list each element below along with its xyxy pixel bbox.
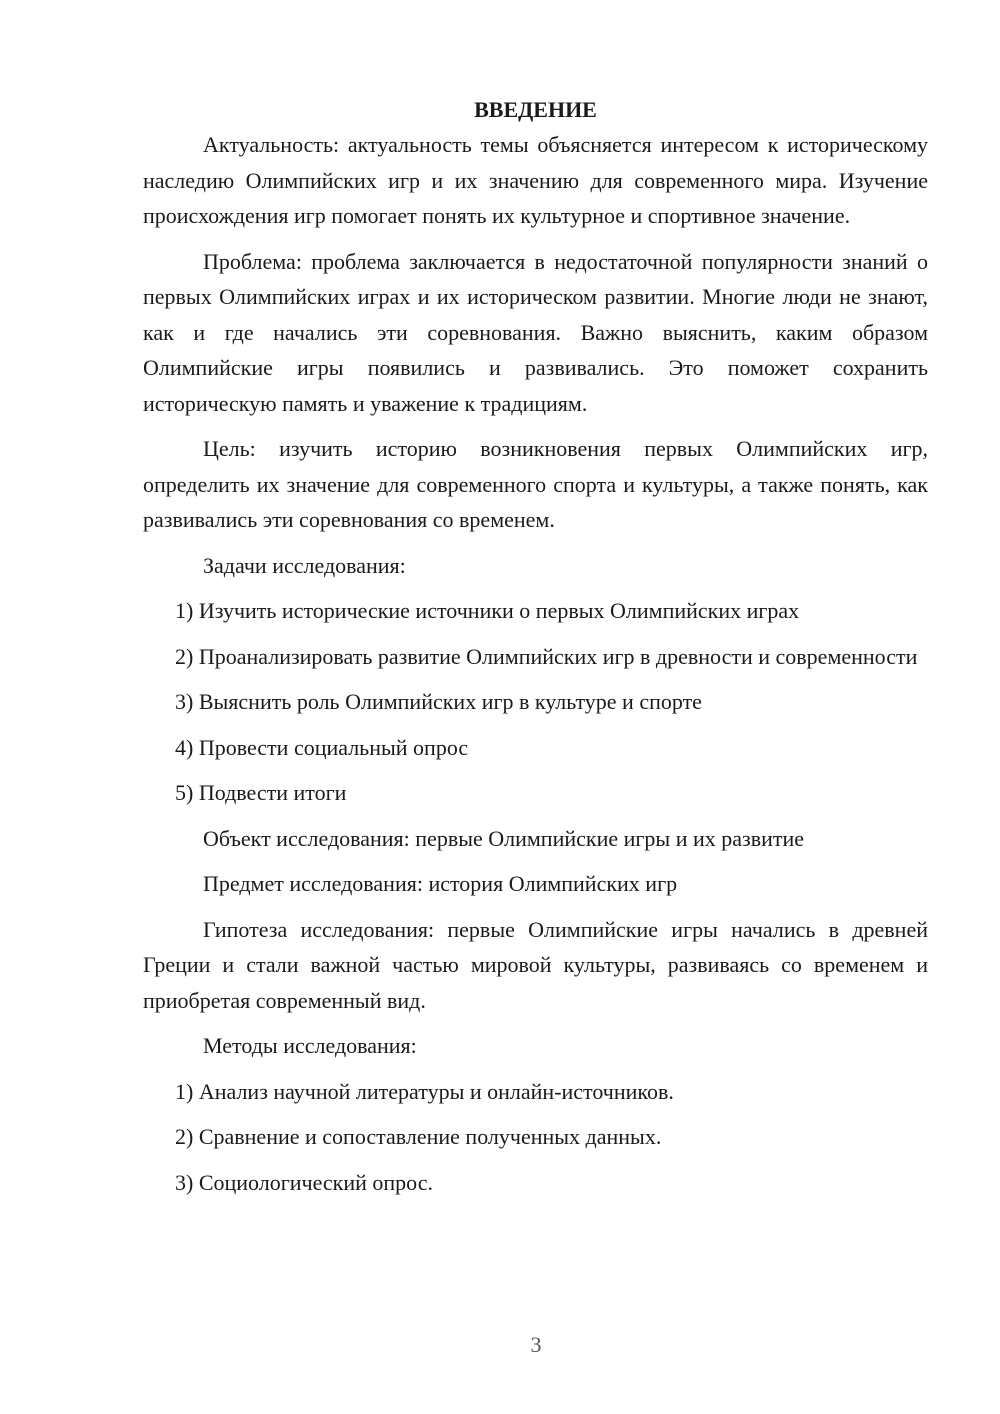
task-item: 5) Подвести итоги	[175, 780, 347, 805]
tasks-heading: Задачи исследования:	[203, 552, 406, 578]
task-item: 2) Проанализировать развитие Олимпийских игр в древности и современности	[175, 643, 918, 669]
hypothesis-paragraph: Гипотеза исследования: первые Олимпийские игры начались в древней Греции и стали важной частью мировой культуры, развиваясь со временем и приобретая современный вид.	[143, 916, 928, 1013]
problem-paragraph: Проблема: проблема заключается в недостаточной популярности знаний о первых Олимпийских играх и их историческом развитии. Многие люди не знают, как и где начались эти соревнования. Важно выяснить, каким образом Олимпийские игры появились и развивались. Это поможет сохранить историческую память и уважение к традициям.	[143, 248, 928, 416]
task-item: 3) Выяснить роль Олимпийских игр в культуре и спорте	[175, 689, 702, 714]
goal-paragraph: Цель: изучить историю возникновения первых Олимпийских игр, определить их значение для современного спорта и культуры, а также понять, как развивались эти соревнования со временем.	[143, 436, 928, 532]
method-item: 2) Сравнение и сопоставление полученных данных.	[175, 1124, 662, 1149]
method-item: 3) Социологический опрос.	[175, 1169, 433, 1195]
page-number: 3	[530, 1332, 542, 1357]
task-item: 1) Изучить исторические источники о первых Олимпийских играх	[175, 598, 800, 623]
object-paragraph: Объект исследования: первые Олимпийские игры и их развитие	[203, 825, 805, 851]
document-page	[143, 92, 928, 1210]
methods-heading: Методы исследования:	[203, 1033, 417, 1058]
method-item: 1) Анализ научной литературы и онлайн-источников.	[175, 1078, 674, 1104]
subject-paragraph: Предмет исследования: история Олимпийских игр	[203, 871, 678, 896]
relevance-paragraph: Актуальность: актуальность темы объясняется интересом к историческому наследию Олимпийских игр и их значению для современного мира. Изучение происхождения игр помогает понять их культурное и спортивное значение.	[143, 132, 928, 228]
section-title: ВВЕДЕНИЕ	[474, 97, 597, 122]
task-item: 4) Провести социальный опрос	[175, 734, 469, 760]
